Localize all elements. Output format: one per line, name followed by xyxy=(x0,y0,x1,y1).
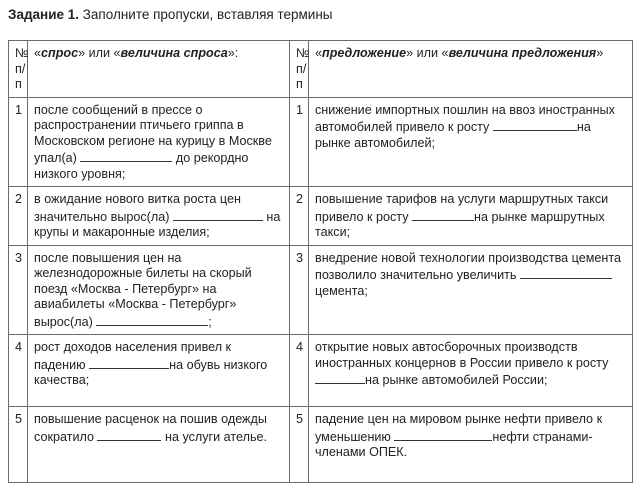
row-number-left: 1 xyxy=(9,97,28,187)
supply-statement: открытие новых автосборочных производств иностранных концернов в России привело к росту на рынке автомобилей России; xyxy=(309,335,633,407)
supply-statement: внедрение новой технологии производства цемента позволило значительно увеличить цемента; xyxy=(309,245,633,335)
task-heading xyxy=(8,6,333,23)
demand-statement: повышение расценок на пошив одежды сократило на услуги ателье. xyxy=(28,407,290,483)
row-number-left: 2 xyxy=(9,187,28,246)
supply-statement: снижение импортных пошлин на ввоз иностранных автомобилей привело к росту на рынке автомобилей; xyxy=(309,97,633,187)
demand-statement: в ожидание нового витка роста цен значительно вырос(ла) на крупы и макаронные изделия; xyxy=(28,187,290,246)
task-instruction: Заполните пропуски, вставляя термины xyxy=(79,7,333,22)
blank-line xyxy=(520,266,612,279)
table-row xyxy=(9,335,633,407)
table-row xyxy=(9,97,633,187)
blank-line xyxy=(89,356,169,369)
terms-table xyxy=(8,40,633,483)
term-quantity-demanded: величина спроса xyxy=(120,46,228,60)
blank-line xyxy=(96,313,208,326)
supply-statement: повышение тарифов на услуги маршрутных такси привело к росту на рынке маршрутных такси; xyxy=(309,187,633,246)
row-number-right: 3 xyxy=(290,245,309,335)
table-row xyxy=(9,245,633,335)
demand-statement: рост доходов населения привел к падению на обувь низкого качества; xyxy=(28,335,290,407)
header-num-left: № п/п xyxy=(9,41,28,98)
term-supply: предложение xyxy=(322,46,407,60)
header-demand: «спрос» или «величина спроса»: xyxy=(28,41,290,98)
header-num-right: № п/п xyxy=(290,41,309,98)
term-demand: спрос xyxy=(41,46,79,60)
blank-line xyxy=(80,149,172,162)
blank-line xyxy=(173,208,263,221)
blank-line xyxy=(493,118,577,131)
term-quantity-supplied: величина предложения xyxy=(448,46,597,60)
blank-line xyxy=(97,428,161,441)
row-number-right: 4 xyxy=(290,335,309,407)
blank-line xyxy=(394,428,492,441)
demand-statement: после сообщений в прессе о распространении птичьего гриппа в Московском регионе на курицу в Москве упал(а) до рекордно низкого уровня; xyxy=(28,97,290,187)
row-number-right: 1 xyxy=(290,97,309,187)
row-number-left: 5 xyxy=(9,407,28,483)
row-number-right: 5 xyxy=(290,407,309,483)
task-label: Задание 1. xyxy=(8,7,80,22)
demand-statement: после повышения цен на железнодорожные билеты на скорый поезд «Москва - Петербург» на авиабилеты «Москва - Петербург» вырос(ла) ; xyxy=(28,245,290,335)
table-row xyxy=(9,407,633,483)
table-row xyxy=(9,187,633,246)
blank-line xyxy=(315,371,365,384)
table-header-row xyxy=(9,41,633,98)
row-number-left: 4 xyxy=(9,335,28,407)
header-supply: «предложение» или «величина предложения» xyxy=(309,41,633,98)
row-number-right: 2 xyxy=(290,187,309,246)
supply-statement: падение цен на мировом рынке нефти привело к уменьшению нефти странами-членами ОПЕК. xyxy=(309,407,633,483)
blank-line xyxy=(412,208,474,221)
row-number-left: 3 xyxy=(9,245,28,335)
